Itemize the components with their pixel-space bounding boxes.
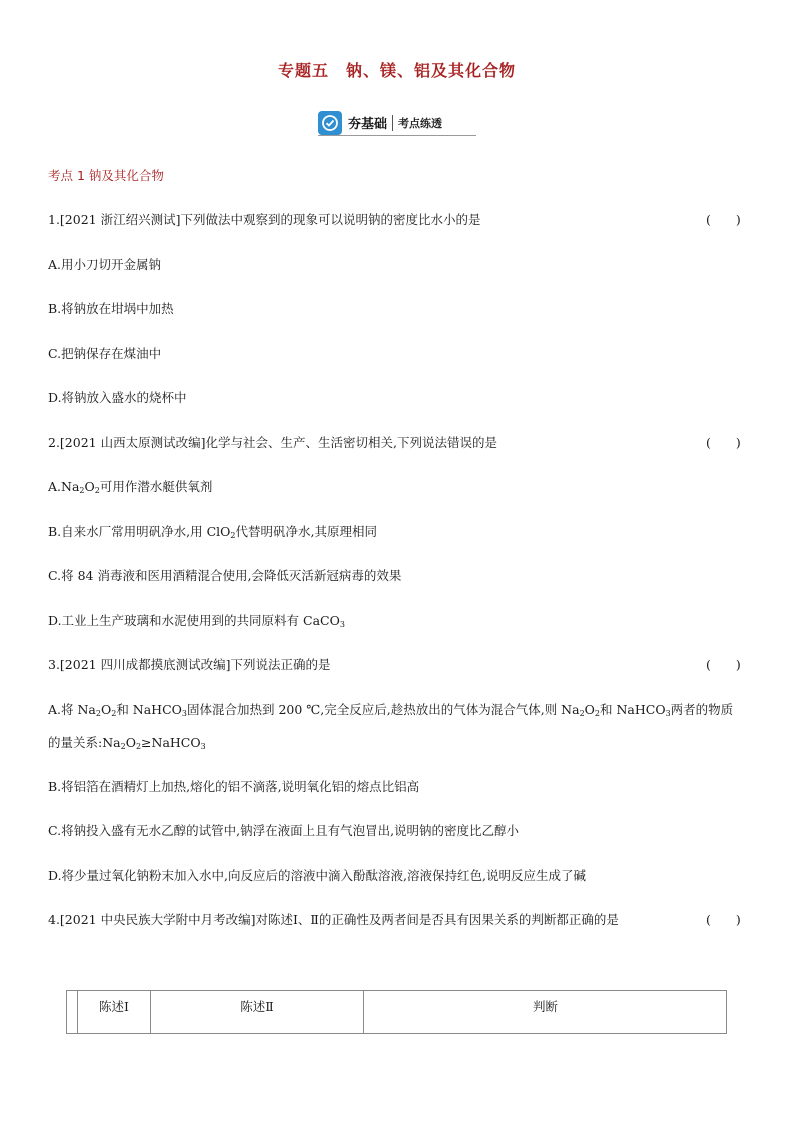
question-4-stem: 4.[2021 中央民族大学附中月考改编]对陈述Ⅰ、Ⅱ的正确性及两者间是否具有因果关系的判断都正确的是 <box>48 912 619 927</box>
question-3-stem: 3.[2021 四川成都摸底测试改编]下列说法正确的是 <box>48 657 331 672</box>
page-title: 专题五 钠、镁、铝及其化合物 <box>277 61 516 80</box>
question-3-option-d: D.将少量过氧化钠粉末加入水中,向反应后的溶液中滴入酚酞溶液,溶液保持红色,说明反应生成了碱 <box>48 868 586 883</box>
badge-divider <box>392 115 393 131</box>
question-2-answer-blank: ( ) <box>706 435 741 450</box>
section-heading: 考点 1 钠及其化合物 <box>48 168 164 183</box>
question-2-stem: 2.[2021 山西太原测试改编]化学与社会、生产、生活密切相关,下列说法错误的是 <box>48 435 497 450</box>
question-1-answer-blank: ( ) <box>706 212 741 227</box>
question-3-option-a-line2: 的量关系$:Na_2O_2\ge NaHCO_3$ <box>48 735 206 751</box>
question-3-option-c: C.将钠投入盛有无水乙醇的试管中,钠浮在液面上且有气泡冒出,说明钠的密度比乙醇小 <box>48 823 520 838</box>
table-header-statement-1: 陈述Ⅰ <box>77 991 150 1033</box>
badge-sub-label: 考点练透 <box>398 116 443 130</box>
question-3-option-b: B.将铝箔在酒精灯上加热,熔化的铝不滴落,说明氧化铝的熔点比铝高 <box>48 779 420 794</box>
section-badge <box>318 110 476 136</box>
table-header-judgment: 判断 <box>363 991 727 1033</box>
question-4-answer-blank: ( ) <box>706 912 741 927</box>
check-circle-icon <box>318 111 342 135</box>
statement-table <box>66 990 727 1034</box>
question-2-option-a: $A.Na_2O_2$可用作潜水艇供氧剂 <box>48 479 213 495</box>
question-1-option-b: B.将钠放在坩埚中加热 <box>48 301 174 316</box>
question-1-option-a: A.用小刀切开金属钠 <box>48 257 162 272</box>
question-3-answer-blank: ( ) <box>706 657 741 672</box>
table-header-statement-2: 陈述Ⅱ <box>150 991 363 1033</box>
badge-main-label: 夯基础 <box>348 117 388 132</box>
question-1-stem: 1.[2021 浙江绍兴测试]下列做法中观察到的现象可以说明钠的密度比水小的是 <box>48 212 481 227</box>
question-2-option-c: C.将 84 消毒液和医用酒精混合使用,会降低灭活新冠病毒的效果 <box>48 568 402 583</box>
question-3-option-a-line1: A.将 $Na_2O_2$和 NaHCO$_3$固体混合加热到 200 ℃,完全反应后,趁热放出的气体为混合气体,则 $Na_2O_2$和 NaHCO$_3$两者的物质 <box>48 702 734 718</box>
question-2-option-b: B.自来水厂常用明矾净水,用 ClO$_2$代替明矾净水,其原理相同 <box>48 524 377 540</box>
question-1-option-c: C.把钠保存在煤油中 <box>48 346 162 361</box>
question-2-option-d: D.工业上生产玻璃和水泥使用到的共同原料有 CaCO$_3$ <box>48 613 345 629</box>
question-1-option-d: D.将钠放入盛水的烧杯中 <box>48 390 187 405</box>
